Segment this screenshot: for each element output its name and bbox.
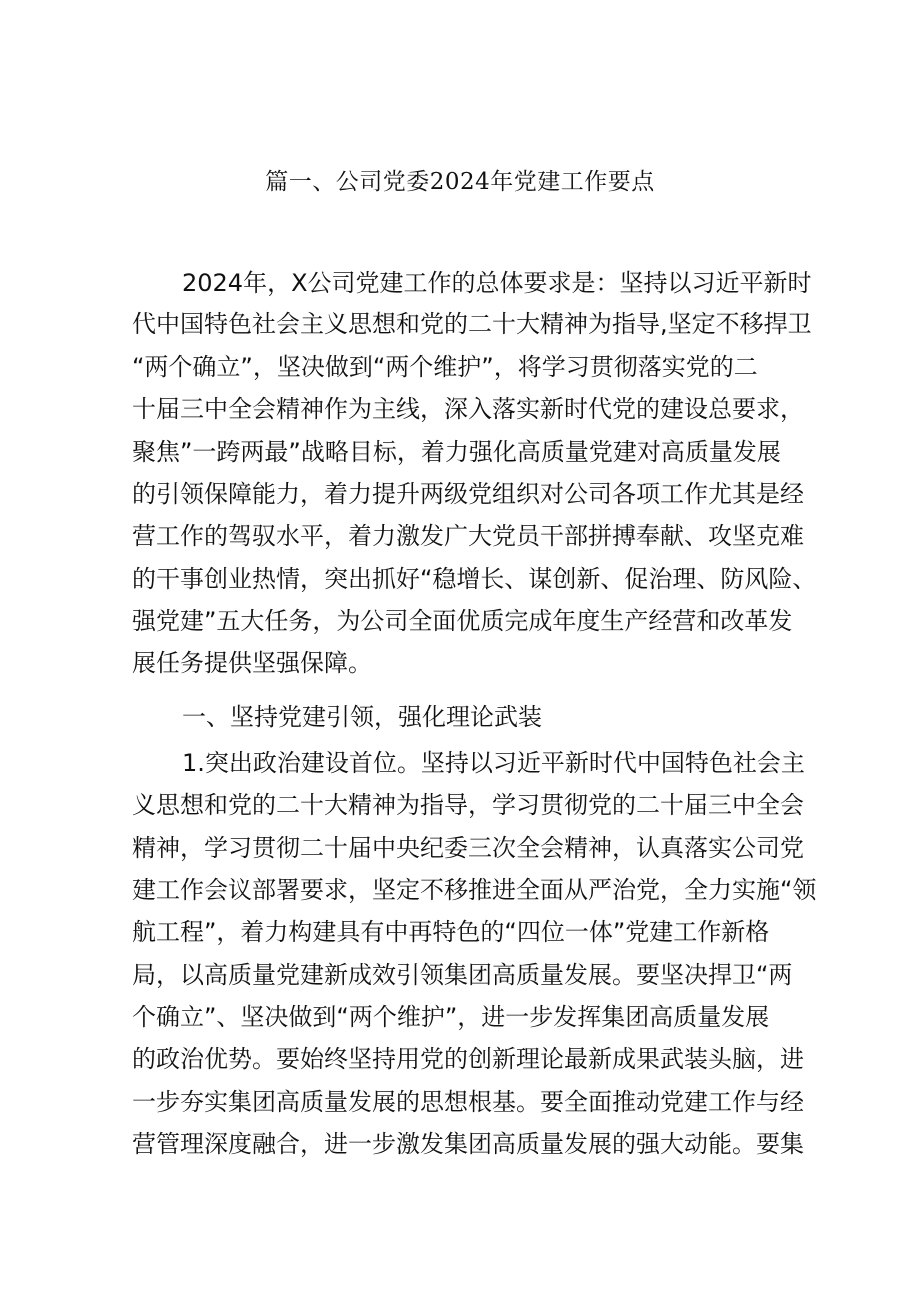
paragraph-line: 的干事创业热情，突出抓好“稳增长、谋创新、促治理、防风险、 bbox=[132, 565, 817, 593]
paragraph-line: 2024年，X公司党建工作的总体要求是：坚持以习近平新时 bbox=[182, 269, 812, 297]
paragraph-line: 十届三中全会精神作为主线，深入落实新时代党的建设总要求， bbox=[132, 395, 804, 423]
paragraph-line: 的政治优势。要始终坚持用党的创新理论最新成果武装头脑，进 bbox=[132, 1045, 804, 1073]
paragraph-line: 聚焦”一跨两最”战略目标，着力强化高质量党建对高质量发展 bbox=[132, 438, 781, 466]
section-heading: 一、坚持党建引领，强化理论武装 bbox=[182, 703, 542, 731]
paragraph-line: 航工程”，着力构建具有中再特色的“四位一体”党建工作新格 bbox=[132, 918, 770, 946]
paragraph-line: 个确立”、坚决做到“两个维护”，进一步发挥集团高质量发展 bbox=[132, 1003, 770, 1031]
paragraph-line: 局，以高质量党建新成效引领集团高质量发展。要坚决捍卫“两 bbox=[132, 961, 793, 989]
paragraph-line: 一步夯实集团高质量发展的思想根基。要全面推动党建工作与经 bbox=[132, 1088, 804, 1116]
paragraph-line: 的引领保障能力，着力提升两级党组织对公司各项工作尤其是经 bbox=[132, 480, 804, 508]
paragraph-line: 营工作的驾驭水平，着力激发广大党员干部拼搏奉献、攻坚克难 bbox=[132, 522, 804, 550]
paragraph-line: 义思想和党的二十大精神为指导，学习贯彻党的二十届三中全会 bbox=[132, 791, 804, 819]
paragraph-line: 强党建”五大任务，为公司全面优质完成年度生产经营和改革发 bbox=[132, 607, 793, 635]
paragraph-line: 展任务提供坚强保障。 bbox=[132, 649, 372, 677]
paragraph-line: 营管理深度融合，进一步激发集团高质量发展的强大动能。要集 bbox=[132, 1130, 804, 1158]
paragraph-line: 代中国特色社会主义思想和党的二十大精神为指导,坚定不移捍卫 bbox=[132, 310, 812, 338]
paragraph-line: “两个确立”，坚决做到“两个维护”，将学习贯彻落实党的二 bbox=[132, 353, 758, 381]
paragraph-line: 建工作会议部署要求，坚定不移推进全面从严治党，全力实施“领 bbox=[132, 876, 817, 904]
document-title: 篇一、公司党委2024年党建工作要点 bbox=[265, 169, 655, 195]
paragraph-line: 精神，学习贯彻二十届中央纪委三次全会精神，认真落实公司党 bbox=[132, 834, 804, 862]
paragraph-line: 1.突出政治建设首位。坚持以习近平新时代中国特色社会主 bbox=[182, 749, 805, 777]
